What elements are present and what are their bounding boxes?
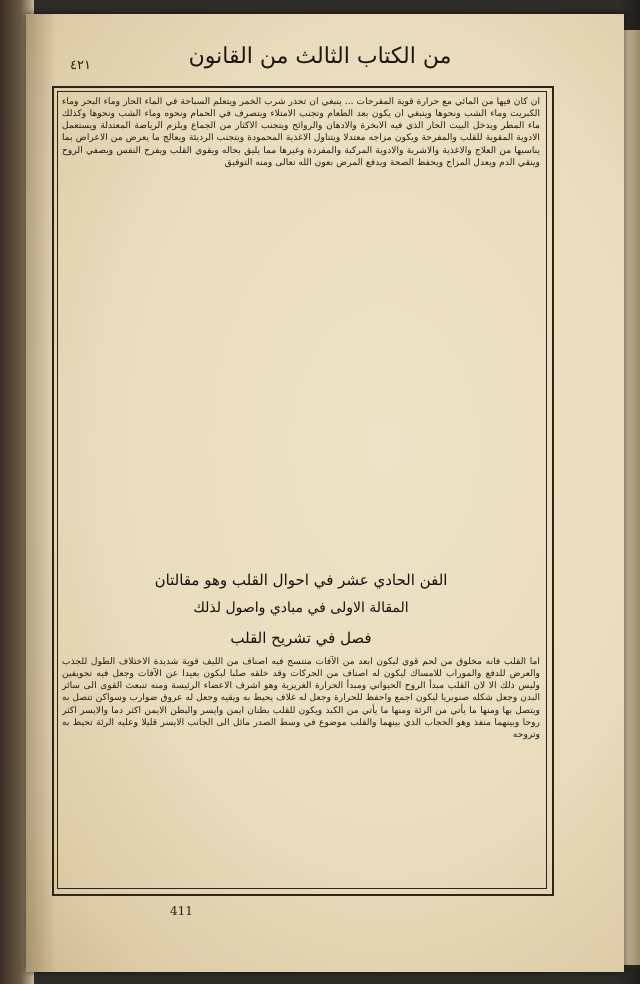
paragraph-1: ان كان فيها من المائي مع حرارة قوية المقرحات ... ينبغي ان تحذر شرب الخمر ويتعلم السباحة في الماء الحار وماء البحر وماء الكبريت وماء الشب ونحوها وينبغي ان يكون بعد الطعام وتجنب الامتلاء ويتصرف في الحمام ونحوه وماء الشب ونحوها وكذلك ماء المطر ويدخل البيت الحار الذي فيه الابخرة والادهان والروائح ويتجنب الاكثار من الجماع ويلزم الرياضة المعتدلة ويستعمل الادوية المقوية للقلب والمفرحة ويكون مزاجه معتدلا ويتناول الاغذية المحمودة ويتجنب الرديئة ويعالج ما يعرض من الاعراض بما يناسبها من العلاج والاغذية والاشربة والادوية المركبة والمفردة وغيرها مما يليق بحاله ويقوي القلب ويفرح النفس ويصفي الروح وينقي الدم ويعدل المزاج ويحفظ الصحة ويدفع المرض بعون الله تعالى ومنه التوفيق	[62, 96, 540, 168]
running-title: من الكتاب الثالث من القانون	[188, 44, 452, 69]
paragraph-2: اما القلب فانه مخلوق من لحم قوي ليكون ابعد من الآفات منتسج فيه اصناف من الليف قوية شديدة الاختلاف الطول للجذب والعرض للدفع والموراب للامساك ليكون له اصناف من الحركات وقد خلقه صلبا ليكون بعيدا عن الآفات وجعل فيه تجويفين وليس ذلك الا لان القلب مبدأ الروح الحيواني ومبدأ الحرارة الغريزية وهو اشرف الاعضاء الرئيسة ومنه تنبعث القوى الى سائر البدن وجعل شكله صنوبريا ليكون اجمع واحفظ للحرارة وجعل له غلاف يحيط به ويقيه وجعل له عروق ضوارب وسواكن تتصل به ويتصل بها ومنها ما يأتي من الرئة ومنها ما يأتي من الكبد ويكون للقلب بطنان ايمن وايسر والبطن الايمن اكثر دما والايسر اكثر روحا وبينهما منفذ وهو الحجاب الذي بينهما والقلب موضوع في وسط الصدر مائل الى الجانب الايسر قليلا وعليه الرئة تحيط به وتروحه	[62, 656, 540, 740]
text-body	[62, 96, 540, 882]
page-number: ٤٢١	[70, 58, 91, 73]
section-heading-2: المقالة الاولى في مبادي واصول لذلك	[193, 600, 409, 616]
right-page-edge	[624, 30, 640, 965]
page-header	[70, 44, 540, 90]
section-heading-1: الفن الحادي عشر في احوال القلب وهو مقالتان	[154, 571, 448, 589]
section-heading-3: فصل في تشريح القلب	[230, 629, 372, 647]
footer-number: 411	[170, 904, 193, 918]
